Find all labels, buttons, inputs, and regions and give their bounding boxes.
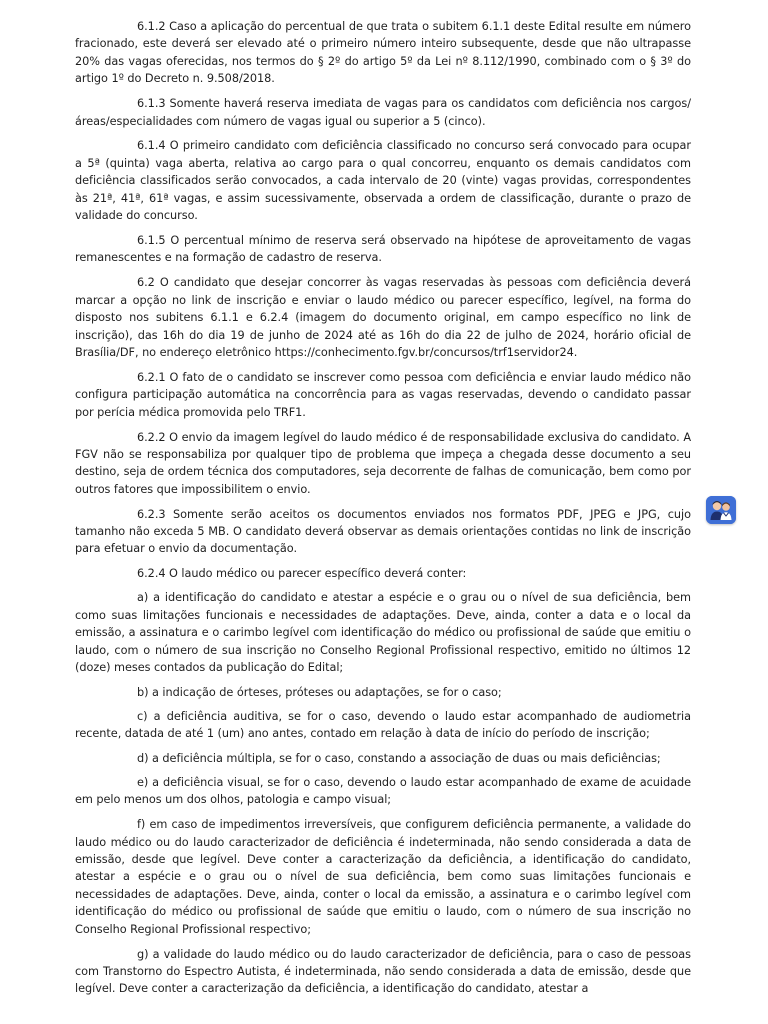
assistant-avatar-icon [706, 496, 736, 524]
paragraph-6-1-4: 6.1.4 O primeiro candidato com deficiência classificado no concurso será convocado para ocupar a 5ª (quinta) vaga aberta, relativa ao cargo para o qual concorreu, enquanto os demais candidatos com deficiência classificados serão convocados, a cada intervalo de 20 (vinte) vagas providas, correspondentes às 21ª, 41ª, 61ª vagas, e assim sucessivamente, observada a ordem de classificação, durante o prazo de validade do concurso. [75, 139, 691, 223]
list-item-f: f) em caso de impedimentos irreversíveis, que configurem deficiência permanente, a validade do laudo médico ou do laudo caracterizador de deficiência é indeterminada, não sendo considerada a data de emissão, desde que legível. Deve conter a caracterização da deficiência, a identificação do candidato, atestar a espécie e o grau ou o nível de sua deficiência, bem como suas limitações funcionais e necessidades de adaptações. Deve, ainda, conter o local da emissão, a assinatura e o carimbo legível com identificação do médico ou profissional de saúde que emitiu o laudo, com o número de sua inscrição no Conselho Regional Profissional respectivo; [75, 818, 691, 936]
list-item-b: b) a indicação de órteses, próteses ou adaptações, se for o caso; [137, 685, 502, 699]
list-item-e: e) a deficiência visual, se for o caso, devendo o laudo estar acompanhado de exame de acuidade em pelo menos um dos olhos, patologia e campo visual; [75, 775, 691, 807]
paragraph-6-2-2: 6.2.2 O envio da imagem legível do laudo médico é de responsabilidade exclusiva do candidato. A FGV não se responsabiliza por qualquer tipo de problema que impeça a chegada desse documento a seu destino, seja de ordem técnica dos computadores, seja decorrente de falhas de comunicação, bem como por outros fatores que impossibilitem o envio. [75, 430, 691, 496]
list-item-a: a) a identificação do candidato e atestar a espécie e o grau ou o nível de sua deficiência, bem como suas limitações funcionais e necessidades de adaptações. Deve, ainda, conter a data e o local da emissão, a assinatura e o carimbo legível com identificação do médico ou profissional de saúde que emitiu o laudo, com o número de sua inscrição no Conselho Regional Profissional respectivo, emitido no últimos 12 (doze) meses contados da publicação do Edital; [75, 591, 691, 674]
paragraph-6-2: 6.2 O candidato que desejar concorrer às vagas reservadas às pessoas com deficiência deverá marcar a opção no link de inscrição e enviar o laudo médico ou parecer específico, legível, na forma do disposto nos subitens 6.1.1 e 6.2.4 (imagem do documento original, em campo específico no link de inscrição), das 16h do dia 19 de junho de 2024 até as 16h do dia 22 de julho de 2024, horário oficial de Brasília/DF, no endereço eletrônico https://conhecimento.fgv.br/concursos/trf1servidor24. [75, 276, 691, 359]
list-item-g: g) a validade do laudo médico ou do laudo caracterizador de deficiência, para o caso de pessoas com Transtorno do Espectro Autista, é indeterminada, não sendo considerada a data de emissão, desde que legível. Deve conter a caracterização da deficiência, a identificação do candidato, atestar a [75, 947, 691, 996]
paragraph-6-2-4: 6.2.4 O laudo médico ou parecer específico deverá conter: [137, 567, 467, 581]
paragraph-6-2-1: 6.2.1 O fato de o candidato se inscrever como pessoa com deficiência e enviar laudo médico não configura participação automática na concorrência para as vagas reservadas, devendo o candidato passar por perícia médica promovida pelo TRF1. [75, 370, 691, 419]
list-item-d: d) a deficiência múltipla, se for o caso, constando a associação de duas ou mais deficiências; [137, 752, 661, 766]
paragraph-6-1-5: 6.1.5 O percentual mínimo de reserva será observado na hipótese de aproveitamento de vagas remanescentes e na formação de cadastro de reserva. [75, 233, 691, 265]
paragraph-6-2-3: 6.2.3 Somente serão aceitos os documentos enviados nos formatos PDF, JPEG e JPG, cujo tamanho não exceda 5 MB. O candidato deverá observar as demais orientações contidas no link de inscrição para efetuar o envio da documentação. [75, 507, 691, 556]
paragraph-6-1-2: 6.1.2 Caso a aplicação do percentual de que trata o subitem 6.1.1 deste Edital resulte em número fracionado, este deverá ser elevado até o primeiro número inteiro subsequente, desde que não ultrapasse 20% das vagas oferecidas, nos termos do § 2º do artigo 5º da Lei nº 8.112/1990, combinado com o § 3º do artigo 1º do Decreto n. 9.508/2018. [75, 20, 691, 86]
list-item-c: c) a deficiência auditiva, se for o caso, devendo o laudo estar acompanhado de audiometria recente, datada de até 1 (um) ano antes, contado em relação à data de início do período de inscrição; [75, 709, 691, 741]
document-page [75, 18, 691, 1005]
paragraph-6-1-3: 6.1.3 Somente haverá reserva imediata de vagas para os candidatos com deficiência nos cargos/áreas/especialidades com número de vagas igual ou superior a 5 (cinco). [75, 97, 691, 128]
assistant-avatar-button[interactable] [706, 496, 736, 524]
